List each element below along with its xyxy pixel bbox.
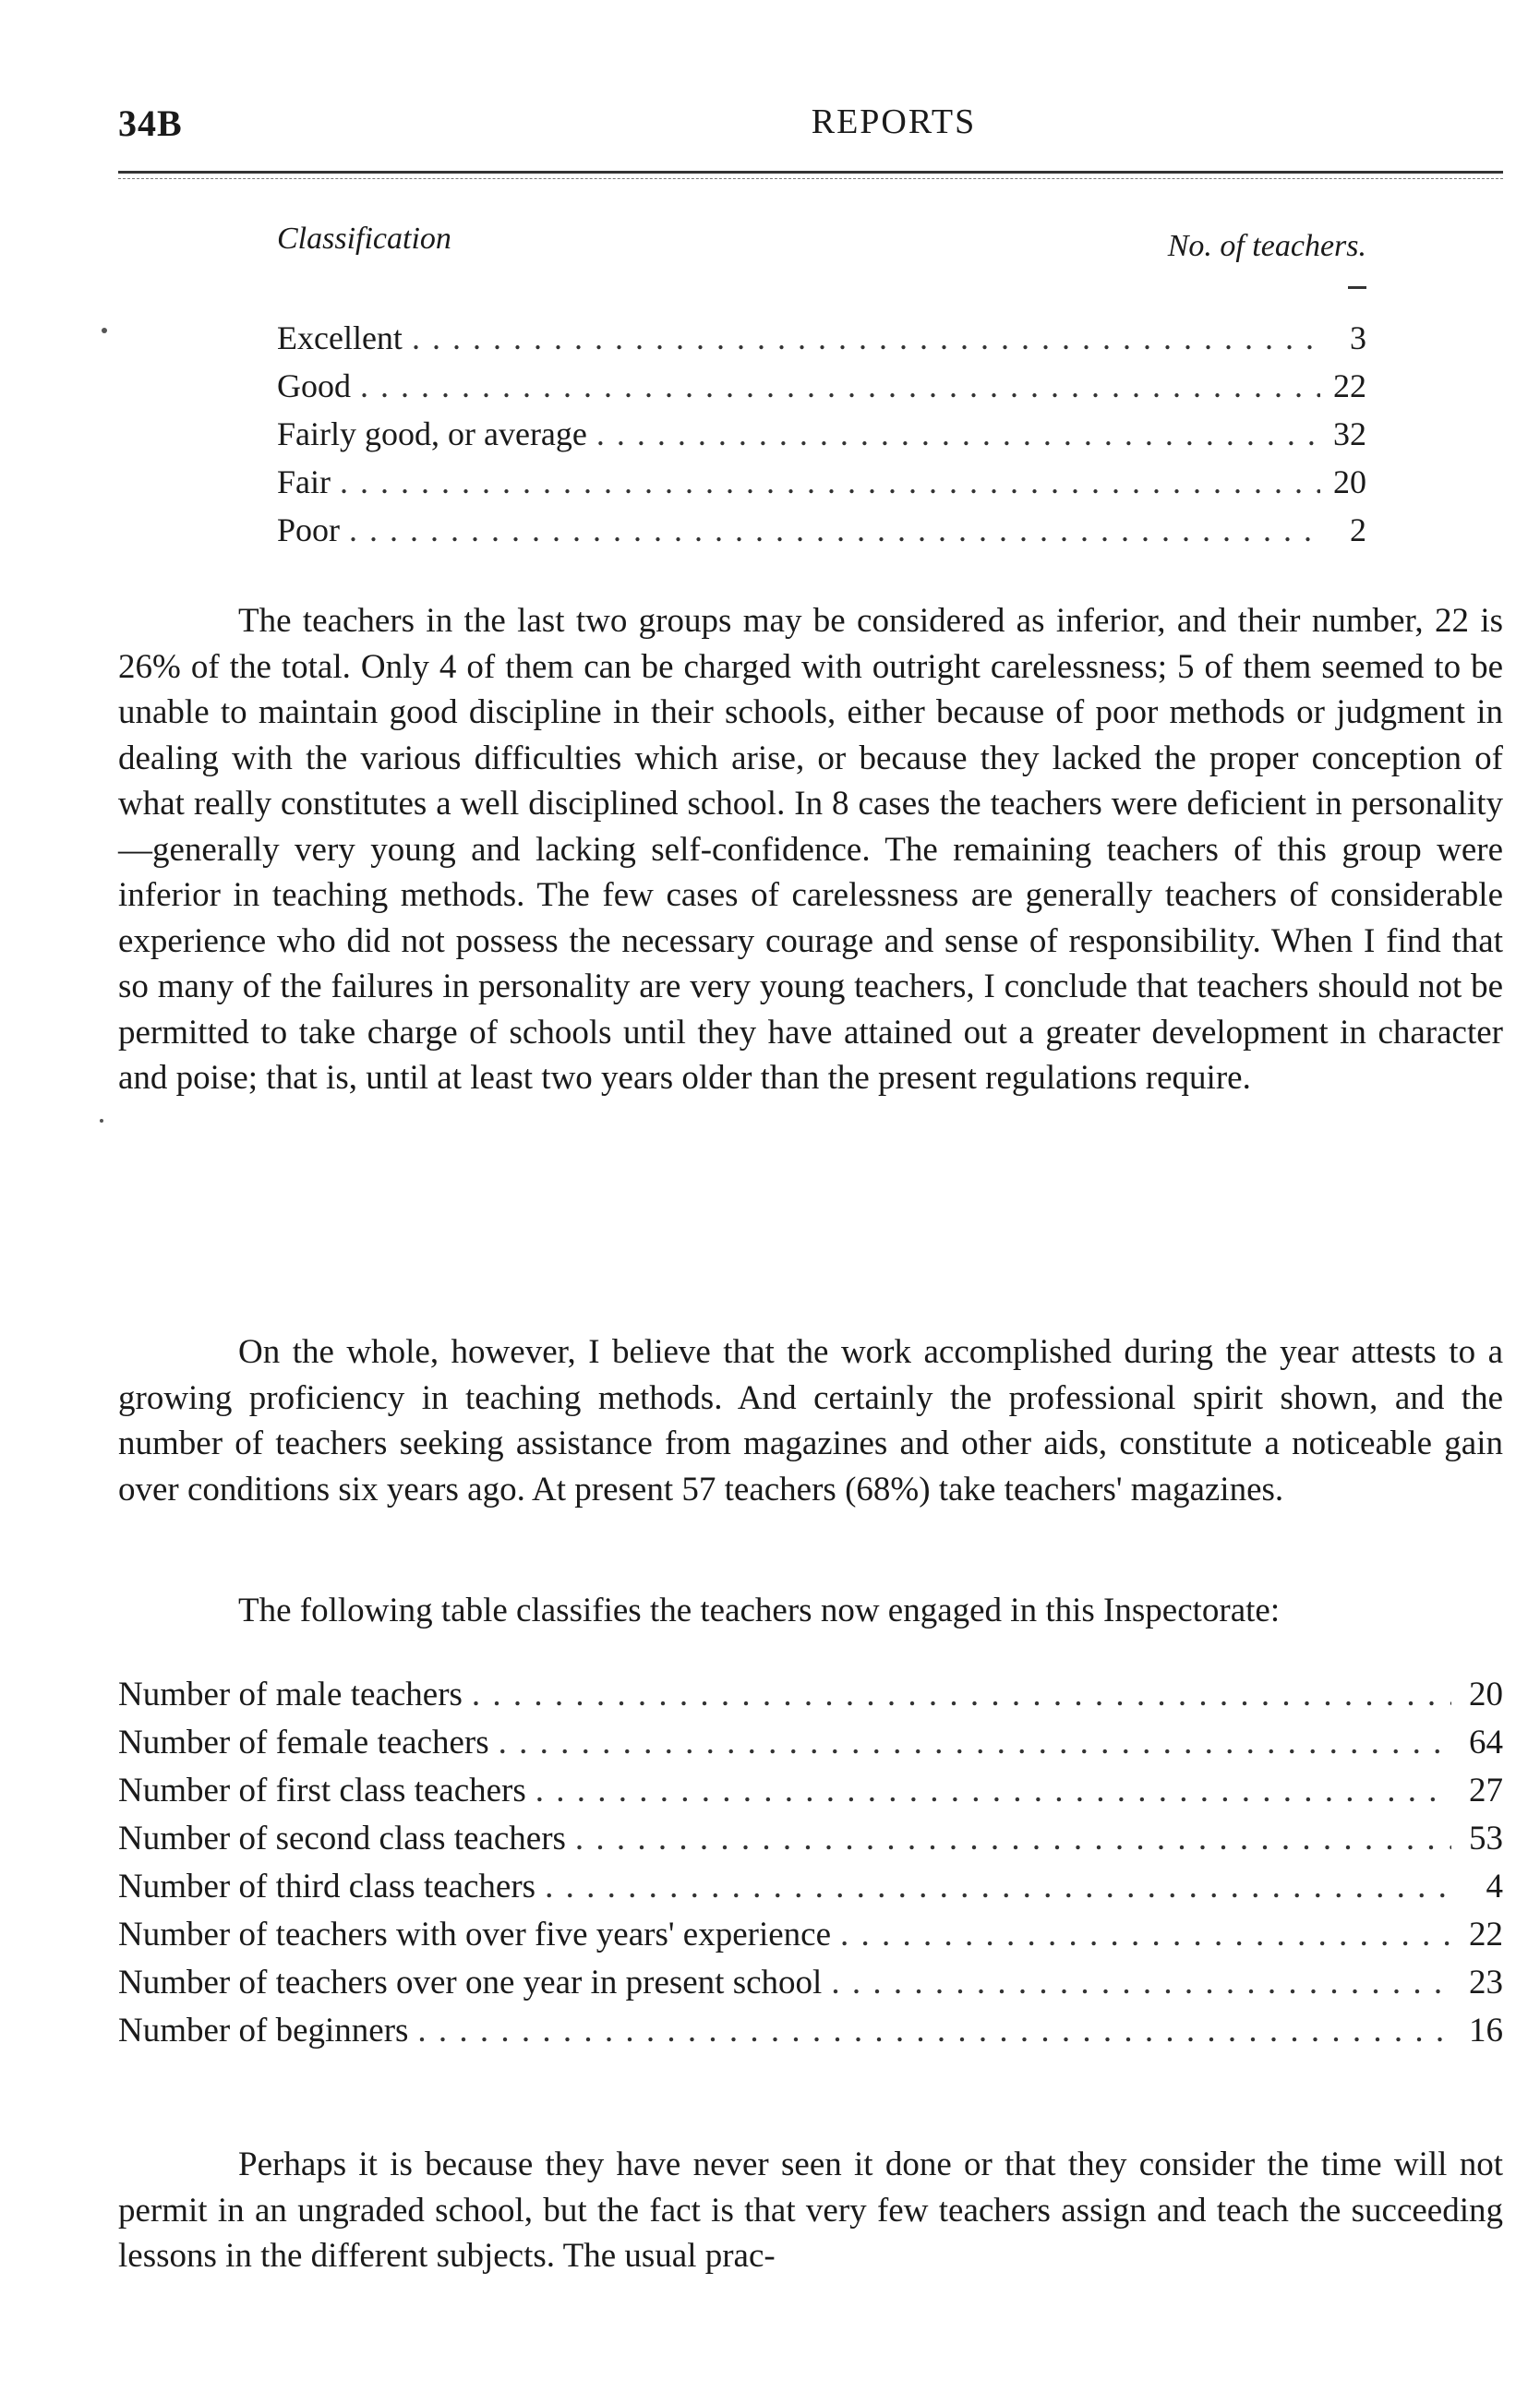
dot-leader bbox=[417, 2007, 1451, 2055]
heading-dash bbox=[1348, 286, 1366, 289]
row-label: Number of second class teachers bbox=[118, 1820, 566, 1857]
row-label: Number of male teachers bbox=[118, 1676, 463, 1713]
table-row bbox=[277, 458, 1366, 506]
row-value: 23 bbox=[1469, 1964, 1503, 2001]
row-value: 53 bbox=[1469, 1820, 1503, 1857]
row-label: Number of female teachers bbox=[118, 1724, 489, 1761]
row-value: 4 bbox=[1486, 1868, 1503, 1905]
page-header bbox=[118, 102, 1503, 157]
row-label: Good bbox=[277, 367, 351, 404]
row-value: 27 bbox=[1469, 1772, 1503, 1809]
dot-leader bbox=[340, 458, 1320, 506]
table-row bbox=[277, 362, 1366, 410]
classification-rows bbox=[277, 314, 1366, 554]
row-value: 2 bbox=[1350, 511, 1366, 548]
paragraph-succeeding-lessons: Perhaps it is because they have never seen it done or that they consider the time will not permit in an ungraded school, but the fact is that very few teachers assign and teach the succeeding lessons in the different subjects. The usual prac- bbox=[118, 2146, 1503, 2275]
dot-leader bbox=[831, 1959, 1451, 2007]
paragraph-inferior-teachers: The teachers in the last two groups may be considered as inferior, and their number, 22 is 26% of the total. Only 4 of them can be charged with outright carelessness; 5 of them seemed to be unable to maintain good discipline in their schools, either because of poor methods or judgment in dealing with the various difficulties which arise, or because they lacked the proper conception of what really constitutes a well disciplined school. In 8 cases the teachers were deficient in personality—generally very young and lacking self-confidence. The remaining teachers of this group were inferior in teaching methods. The few cases of carelessness are generally teachers of considerable experience who did not possess the necessary courage and sense of responsibility. When I find that so many of the failures in personality are very young teachers, I conclude that teachers should not be permitted to take charge of schools until they have attained out a greater development in character and poise; that is, until at least two years older than the present regulations require. bbox=[118, 602, 1503, 1097]
row-label: Number of first class teachers bbox=[118, 1772, 526, 1809]
dot-leader bbox=[349, 506, 1320, 554]
table-row bbox=[118, 1767, 1503, 1815]
dot-leader bbox=[360, 362, 1320, 410]
teachers-column-heading: No. of teachers. bbox=[1167, 229, 1366, 263]
dot-leader bbox=[499, 1719, 1451, 1767]
row-value: 3 bbox=[1350, 319, 1366, 356]
dot-leader bbox=[545, 1863, 1451, 1911]
row-value: 64 bbox=[1469, 1724, 1503, 1761]
dot-leader bbox=[412, 314, 1320, 362]
row-value: 32 bbox=[1333, 415, 1366, 452]
table-row bbox=[118, 1815, 1503, 1863]
table-row bbox=[277, 506, 1366, 554]
scan-speck bbox=[102, 328, 107, 333]
classification-column-heading: Classification bbox=[277, 222, 451, 256]
teachers-table bbox=[118, 1671, 1503, 2055]
table-row bbox=[118, 1671, 1503, 1719]
dot-leader bbox=[575, 1815, 1451, 1863]
dot-leader bbox=[840, 1911, 1451, 1959]
dot-leader bbox=[535, 1767, 1451, 1815]
paragraph-table-intro: The following table classifies the teachers now engaged in this Inspectorate: bbox=[238, 1592, 1281, 1629]
row-label: Number of third class teachers bbox=[118, 1868, 536, 1905]
row-value: 20 bbox=[1469, 1676, 1503, 1713]
table-row bbox=[277, 314, 1366, 362]
row-label: Fairly good, or average bbox=[277, 415, 587, 452]
header-rule bbox=[118, 171, 1503, 174]
row-value: 20 bbox=[1333, 463, 1366, 500]
row-label: Fair bbox=[277, 463, 331, 500]
row-label: Excellent bbox=[277, 319, 403, 356]
table-row bbox=[277, 410, 1366, 458]
classification-table bbox=[277, 222, 1366, 554]
table-row bbox=[118, 1719, 1503, 1767]
table-row bbox=[118, 2007, 1503, 2055]
row-label: Number of teachers with over five years' experience bbox=[118, 1916, 831, 1953]
table-row bbox=[118, 1911, 1503, 1959]
dot-leader bbox=[596, 410, 1320, 458]
dot-leader bbox=[472, 1671, 1451, 1719]
running-head: REPORTS bbox=[811, 102, 977, 141]
scan-speck bbox=[100, 1119, 103, 1123]
table-row bbox=[118, 1863, 1503, 1911]
row-label: Number of beginners bbox=[118, 2012, 409, 2049]
table-row bbox=[118, 1959, 1503, 2007]
row-value: 22 bbox=[1469, 1916, 1503, 1953]
row-value: 22 bbox=[1333, 367, 1366, 404]
classification-table-header bbox=[277, 222, 1366, 277]
row-label: Poor bbox=[277, 511, 341, 548]
row-label: Number of teachers over one year in present school bbox=[118, 1964, 823, 2001]
paragraph-on-the-whole: On the whole, however, I believe that the work accomplished during the year attests to a growing proficiency in teaching methods. And certainly the professional spirit shown, and the number of teachers seeking assistance from magazines and other aids, constitute a noticeable gain over conditions six years ago. At present 57 teachers (68%) take teachers' magazines. bbox=[118, 1333, 1503, 1509]
page-number: 34B bbox=[118, 102, 183, 144]
row-value: 16 bbox=[1469, 2012, 1503, 2049]
header-rule-secondary bbox=[118, 178, 1503, 179]
